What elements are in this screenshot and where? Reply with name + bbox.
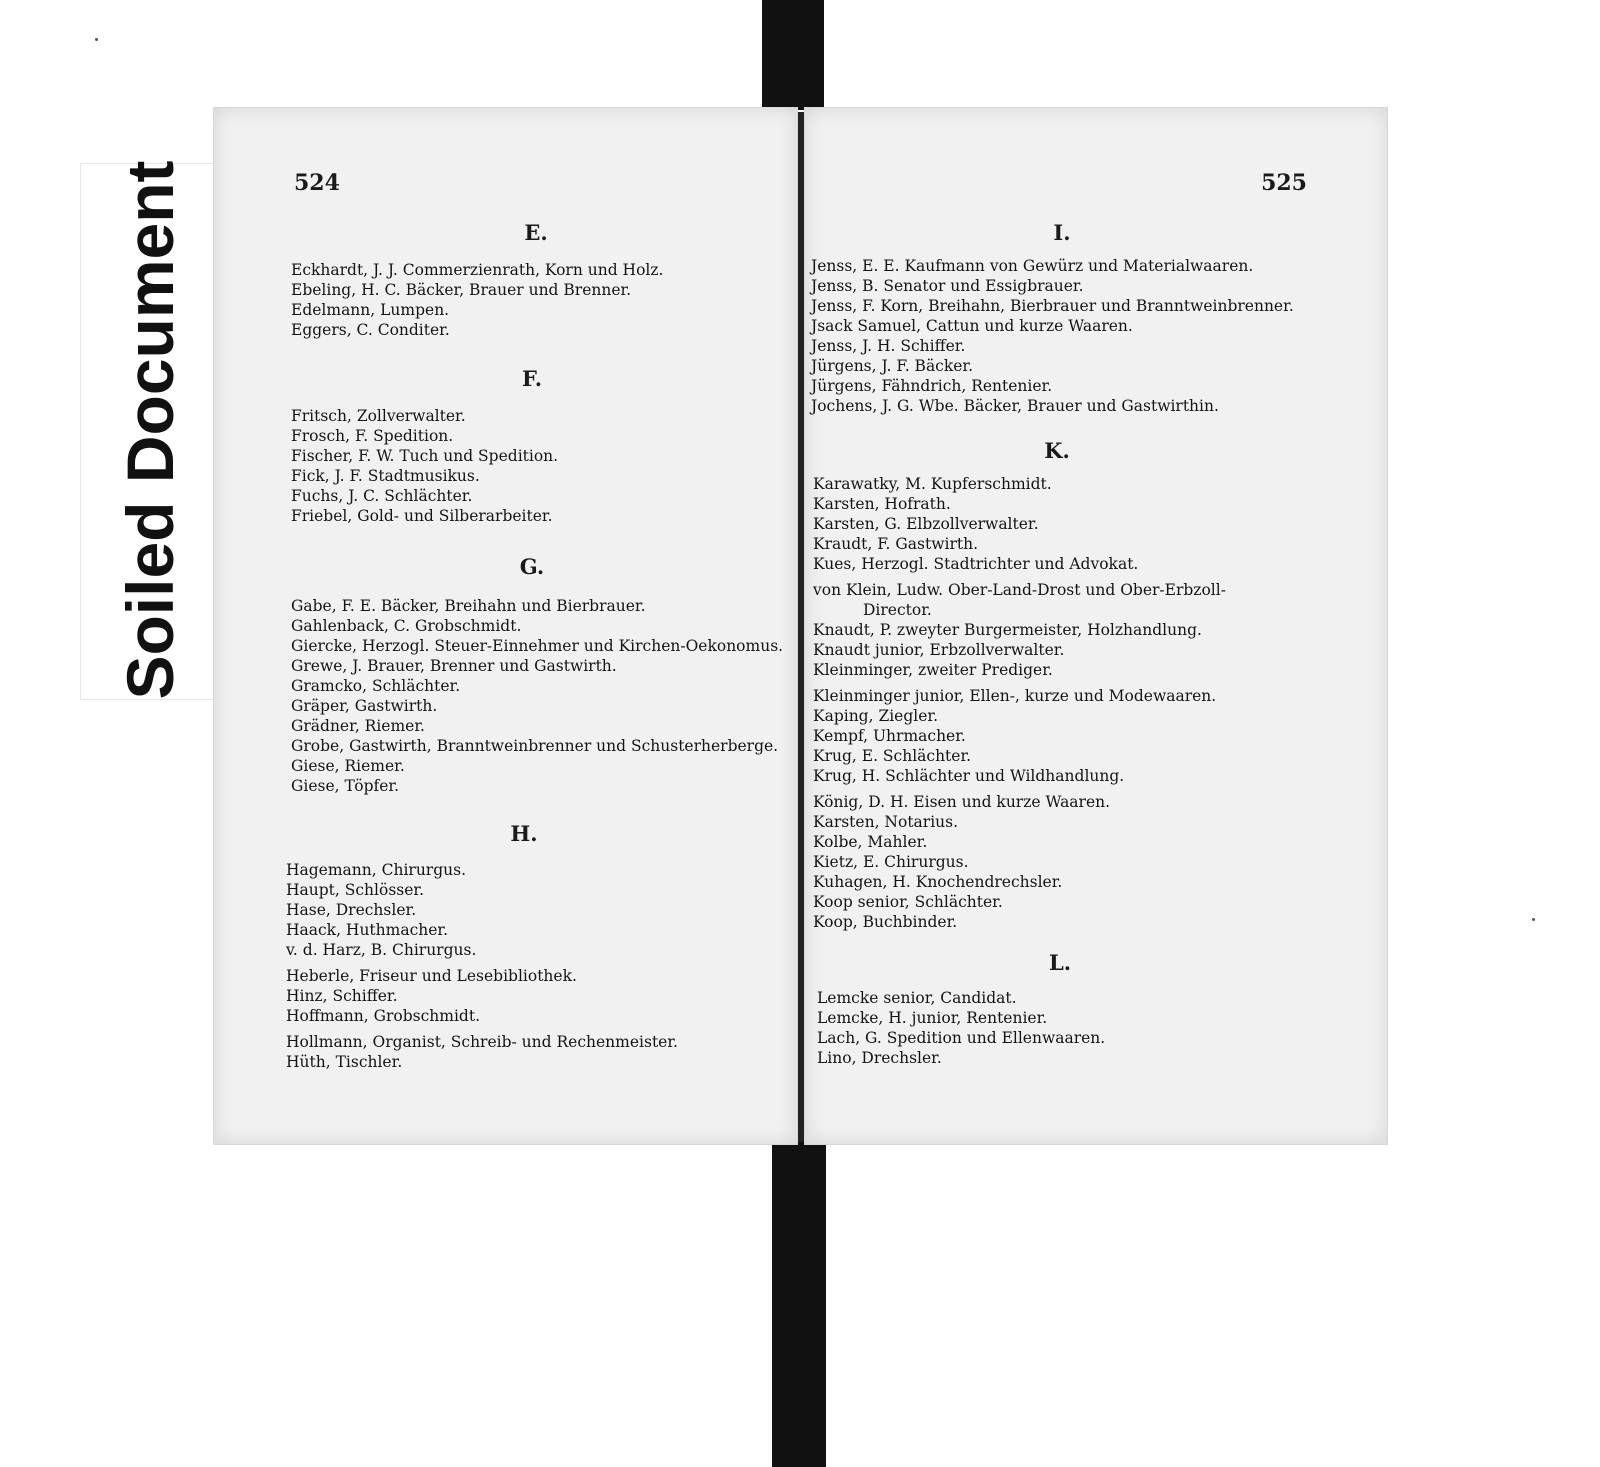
- list-item: Lemcke senior, Candidat.: [817, 989, 1017, 1007]
- list-item: Hagemann, Chirurgus.: [286, 861, 466, 879]
- list-item: Fritsch, Zollverwalter.: [291, 407, 466, 425]
- speck: [95, 38, 98, 41]
- list-item: Edelmann, Lumpen.: [291, 301, 450, 319]
- list-item: Kues, Herzogl. Stadtrichter und Advokat.: [813, 555, 1139, 573]
- section-g-list: [291, 596, 783, 796]
- list-item: Frosch, F. Spedition.: [291, 427, 454, 445]
- section-l-list: [817, 988, 1105, 1068]
- list-item: Gramcko, Schlächter.: [291, 677, 461, 695]
- list-item: Hase, Drechsler.: [286, 901, 417, 919]
- section-letter-h: H.: [510, 821, 538, 846]
- list-item: Giese, Töpfer.: [291, 777, 400, 795]
- list-item: Koop senior, Schlächter.: [813, 893, 1003, 911]
- list-item: von Klein, Ludw. Ober-Land-Drost und Ober-Erbzoll-: [813, 581, 1226, 599]
- section-h-list: [286, 860, 678, 1072]
- page-gutter: [798, 112, 804, 1142]
- list-item: Jürgens, J. F. Bäcker.: [811, 357, 974, 375]
- list-item: Hollmann, Organist, Schreib- und Rechenmeister.: [286, 1033, 678, 1051]
- list-item: v. d. Harz, B. Chirurgus.: [286, 941, 477, 959]
- list-item-continuation: Director.: [863, 601, 932, 619]
- list-item: Hüth, Tischler.: [286, 1053, 403, 1071]
- list-item: Jenss, F. Korn, Breihahn, Bierbrauer und Branntweinbrenner.: [811, 297, 1294, 315]
- list-item: Jürgens, Fähndrich, Rentenier.: [811, 377, 1053, 395]
- list-item: Gräper, Gastwirth.: [291, 697, 438, 715]
- list-item: Kraudt, F. Gastwirth.: [813, 535, 978, 553]
- right-page: [804, 107, 1388, 1145]
- list-item: Kaping, Ziegler.: [813, 707, 939, 725]
- binding-strip-bottom: [772, 1140, 826, 1467]
- section-letter-k: K.: [1044, 438, 1070, 463]
- binding-strip-top: [762, 0, 824, 110]
- section-letter-f: F.: [521, 366, 543, 391]
- list-item: Fick, J. F. Stadtmusikus.: [291, 467, 480, 485]
- list-item: Karsten, G. Elbzollverwalter.: [813, 515, 1039, 533]
- section-i-list: [811, 256, 1294, 416]
- section-letter-g: G.: [519, 554, 545, 579]
- section-letter-e: E.: [524, 220, 548, 245]
- list-item: Krug, E. Schlächter.: [813, 747, 972, 765]
- section-f-list: [291, 406, 558, 526]
- list-item: Krug, H. Schlächter und Wildhandlung.: [813, 767, 1125, 785]
- list-item: Hinz, Schiffer.: [286, 987, 398, 1005]
- list-item: Jenss, J. H. Schiffer.: [811, 337, 966, 355]
- section-letter-i: I.: [1053, 220, 1071, 245]
- list-item: Kolbe, Mahler.: [813, 833, 928, 851]
- list-item: Karsten, Notarius.: [813, 813, 959, 831]
- list-item: König, D. H. Eisen und kurze Waaren.: [813, 793, 1111, 811]
- list-item: Grewe, J. Brauer, Brenner und Gastwirth.: [291, 657, 617, 675]
- list-item: Giercke, Herzogl. Steuer-Einnehmer und Kirchen-Oekonomus.: [291, 637, 784, 655]
- list-item: Jochens, J. G. Wbe. Bäcker, Brauer und Gastwirthin.: [811, 397, 1219, 415]
- list-item: Eckhardt, J. J. Commerzienrath, Korn und Holz.: [291, 261, 664, 279]
- page-number-right: 525: [1261, 170, 1307, 196]
- list-item: Kietz, E. Chirurgus.: [813, 853, 969, 871]
- list-item: Haack, Huthmacher.: [286, 921, 449, 939]
- list-item: Haupt, Schlösser.: [286, 881, 425, 899]
- list-item: Hoffmann, Grobschmidt.: [286, 1007, 481, 1025]
- list-item: Lemcke, H. junior, Rentenier.: [817, 1009, 1048, 1027]
- list-item: Lino, Drechsler.: [817, 1049, 942, 1067]
- list-item: Knaudt, P. zweyter Burgermeister, Holzhandlung.: [813, 621, 1202, 639]
- list-item: Karawatky, M. Kupferschmidt.: [813, 475, 1052, 493]
- list-item: Giese, Riemer.: [291, 757, 405, 775]
- list-item: Jsack Samuel, Cattun und kurze Waaren.: [811, 317, 1133, 335]
- list-item: Koop, Buchbinder.: [813, 913, 958, 931]
- list-item: Heberle, Friseur und Lesebibliothek.: [286, 967, 577, 985]
- left-page: [213, 107, 798, 1145]
- list-item: Karsten, Hofrath.: [813, 495, 951, 513]
- list-item: Friebel, Gold- und Silberarbeiter.: [291, 507, 553, 525]
- section-letter-l: L.: [1048, 950, 1072, 975]
- list-item: Fischer, F. W. Tuch und Spedition.: [291, 447, 559, 465]
- list-item: Jenss, B. Senator und Essigbrauer.: [811, 277, 1084, 295]
- list-item: Kleinminger junior, Ellen-, kurze und Modewaaren.: [813, 687, 1217, 705]
- list-item: Gabe, F. E. Bäcker, Breihahn und Bierbrauer.: [291, 597, 646, 615]
- list-item: Kuhagen, H. Knochendrechsler.: [813, 873, 1063, 891]
- speck: [1532, 918, 1535, 921]
- section-k-list: [813, 474, 1226, 932]
- list-item: Knaudt junior, Erbzollverwalter.: [813, 641, 1065, 659]
- list-item: Ebeling, H. C. Bäcker, Brauer und Brenner.: [291, 281, 632, 299]
- stamp-label: Soiled Document: [113, 160, 187, 700]
- list-item: Eggers, C. Conditer.: [291, 321, 450, 339]
- list-item: Kleinminger, zweiter Prediger.: [813, 661, 1053, 679]
- list-item: Jenss, E. E. Kaufmann von Gewürz und Materialwaaren.: [811, 257, 1254, 275]
- list-item: Grobe, Gastwirth, Branntweinbrenner und Schusterherberge.: [291, 737, 779, 755]
- list-item: Grädner, Riemer.: [291, 717, 425, 735]
- list-item: Kempf, Uhrmacher.: [813, 727, 966, 745]
- section-e-list: [291, 260, 663, 340]
- list-item: Fuchs, J. C. Schlächter.: [291, 487, 473, 505]
- page-number-left: 524: [294, 170, 340, 196]
- list-item: Gahlenback, C. Grobschmidt.: [291, 617, 522, 635]
- list-item: Lach, G. Spedition und Ellenwaaren.: [817, 1029, 1106, 1047]
